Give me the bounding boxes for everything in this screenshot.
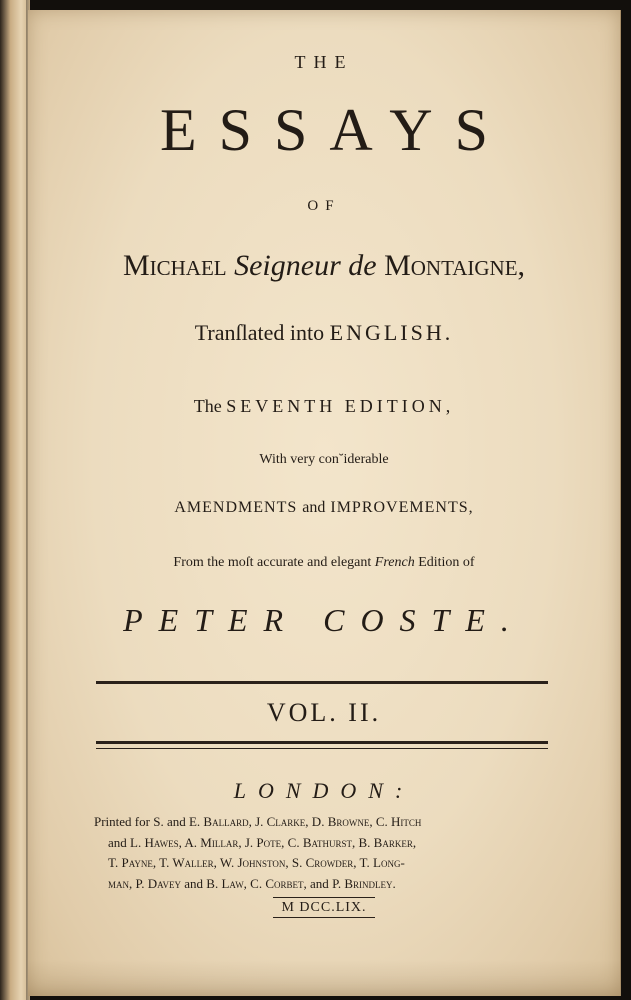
amendments-word: AMENDMENTS	[174, 499, 298, 516]
author-last-name: Montaigne,	[384, 249, 526, 282]
rule-below-volume-thick	[96, 741, 548, 744]
imprint-line-4b: and	[184, 875, 204, 891]
imprint-printers	[94, 812, 554, 894]
edition-name: SEVENTH EDITION,	[226, 396, 455, 416]
translator-name: PETER COSTE.	[123, 602, 525, 638]
imprint-city: LONDON:	[233, 778, 415, 803]
author-line	[28, 249, 620, 283]
imprint-line-4	[94, 874, 554, 895]
title-of: OF	[307, 198, 341, 214]
translated-line	[28, 320, 620, 346]
source-french: French	[374, 555, 415, 570]
title-essays: ESSAYS	[160, 97, 510, 163]
author-first-name: Michael	[122, 249, 227, 282]
amendments-and: and	[302, 499, 326, 516]
with-very-line: With very con˘iderable	[259, 452, 389, 467]
source-prefix: From the moſt accurate and elegant	[173, 555, 372, 570]
imprint-line-4d: and	[310, 875, 329, 891]
source-edition-line	[28, 555, 620, 571]
source-suffix: Edition of	[418, 555, 475, 570]
imprint-line-4a: man, P. Davey	[108, 875, 182, 891]
imprint-line-2a: and L.	[108, 834, 142, 850]
author-title: Seigneur de	[234, 249, 377, 282]
imprint-line-2	[94, 833, 554, 854]
imprint-line-1a: Printed for S. and E.	[94, 814, 201, 829]
rule-above-volume	[96, 681, 548, 684]
edition-line	[28, 396, 620, 417]
rule-below-volume-thin	[96, 748, 548, 749]
page-foxing	[28, 960, 620, 996]
amendments-line	[28, 499, 620, 517]
edition-prefix: The	[193, 396, 222, 416]
imprint-line-1	[94, 812, 554, 833]
imprint-line-2b: Hawes, A. Millar, J. Pote, C. Bathurst, B. Barker,	[144, 834, 417, 850]
volume-number: VOL. II.	[266, 698, 382, 727]
title-the: THE	[294, 52, 354, 72]
publication-date	[28, 900, 620, 916]
imprint-line-4c: B. Law, C. Corbet,	[206, 875, 307, 891]
translated-prefix: Tranſlated into	[194, 320, 325, 345]
publication-date-text: M DCC.LIX.	[273, 897, 374, 918]
imprint-line-3: T. Payne, T. Waller, W. Johnston, S. Crowder, T. Long-	[108, 855, 405, 870]
translated-language: ENGLISH.	[329, 320, 454, 345]
imprint-line-4e: P. Brindley.	[332, 875, 396, 891]
improvements-word: IMPROVEMENTS,	[330, 499, 474, 516]
imprint-line-1b: Ballard, J. Clarke, D. Browne, C. Hitch	[203, 814, 422, 829]
